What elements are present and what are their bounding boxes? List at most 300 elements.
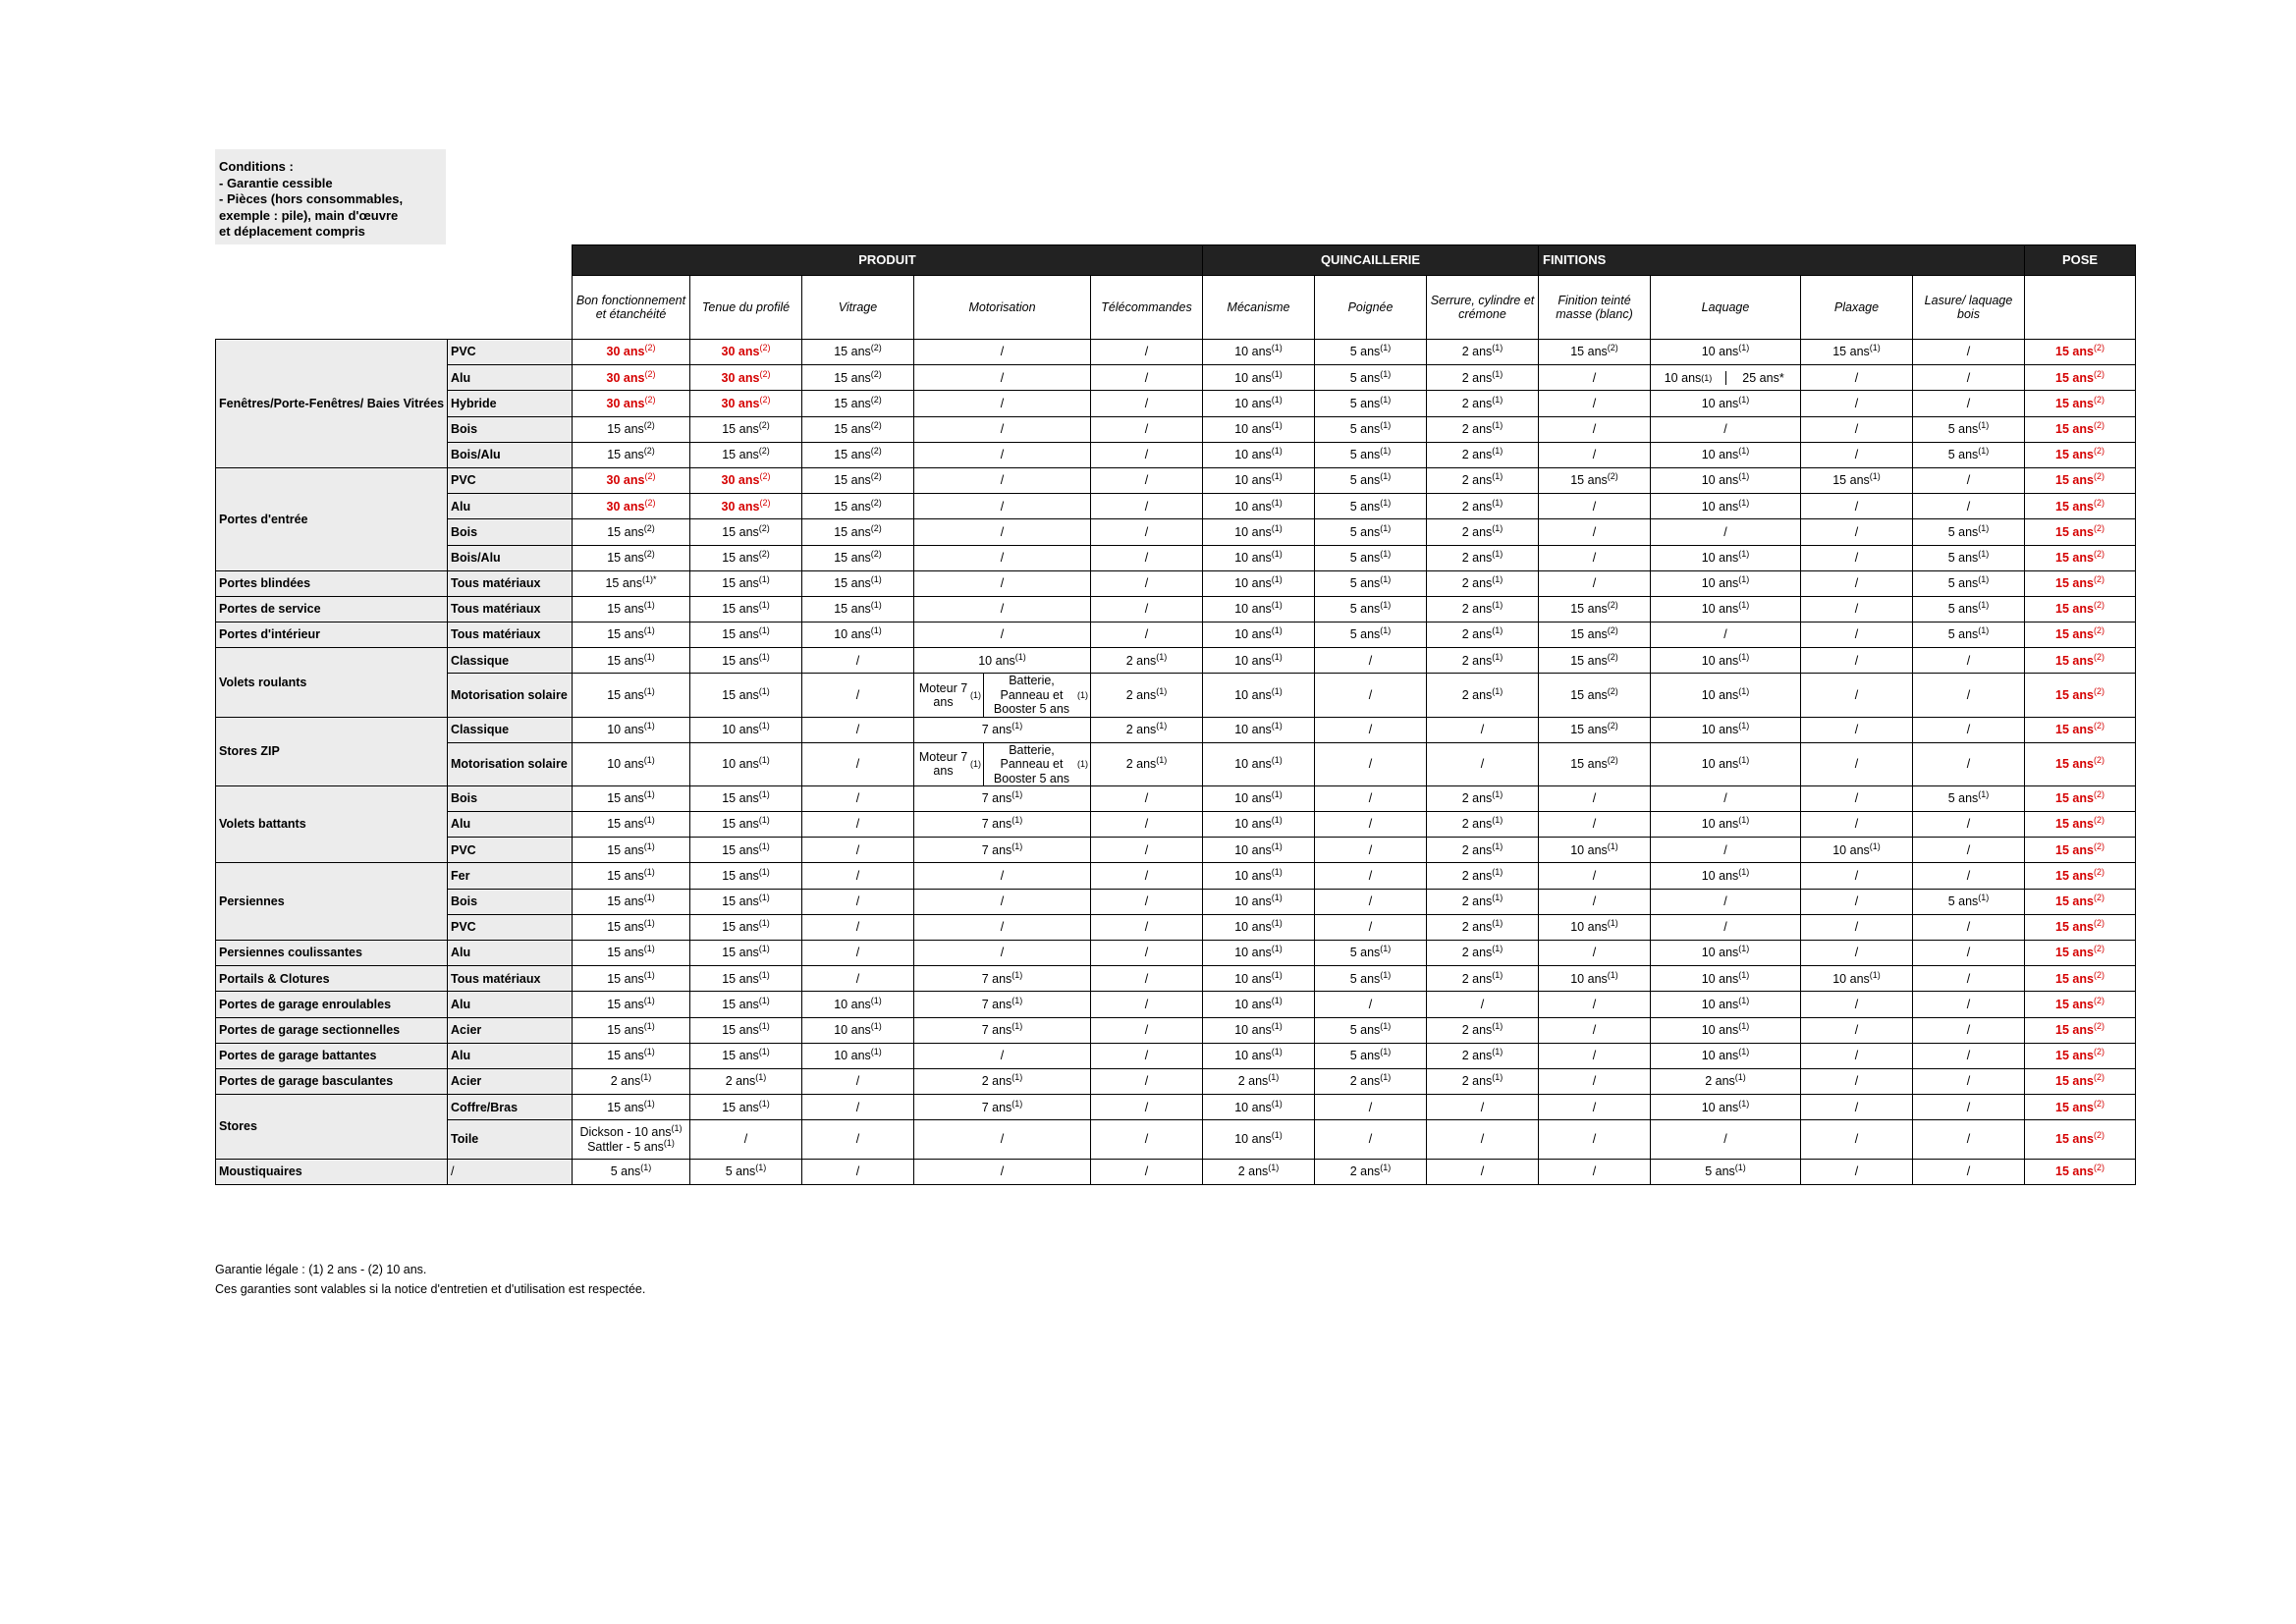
material-label: Alu [448, 992, 573, 1017]
value-superscript: (2) [2093, 755, 2105, 766]
table-row [216, 941, 2136, 966]
warranty-cell [1539, 596, 1651, 622]
warranty-cell [1427, 966, 1539, 992]
value-text: 15 ans [1570, 722, 1608, 736]
value-text: 10 ans [1701, 1022, 1739, 1037]
value-superscript: (1) [1738, 995, 1750, 1005]
value-text: 15 ans [2055, 920, 2094, 935]
value-superscript: (1) [1738, 720, 1750, 731]
value-superscript: (1) [1380, 969, 1392, 980]
warranty-cell: / [1801, 494, 1913, 519]
warranty-cell: / [1913, 1043, 2025, 1068]
value-superscript: (2) [1607, 651, 1618, 662]
value-text: 15 ans [722, 997, 759, 1011]
value-text: 10 ans [1234, 842, 1272, 857]
value-text: 10 ans [834, 627, 871, 642]
warranty-cell [1801, 966, 1913, 992]
value-text: 15 ans [834, 550, 871, 565]
warranty-cell [573, 889, 690, 914]
value-superscript: (1) [1978, 625, 1990, 636]
value-superscript: (1) [1492, 574, 1503, 585]
material-label: Alu [448, 494, 573, 519]
warranty-cell [1427, 941, 1539, 966]
value-superscript: (1) [1734, 1163, 1746, 1173]
value-text: 15 ans [722, 421, 759, 436]
warranty-cell [1203, 545, 1315, 570]
value-superscript: (2) [1607, 625, 1618, 636]
value-superscript: (1) [758, 1098, 770, 1109]
warranty-cell [802, 442, 914, 467]
value-superscript: (2) [758, 548, 770, 559]
warranty-cell [1427, 863, 1539, 889]
value-text: 10 ans [1234, 345, 1272, 359]
value-text: 15 ans [607, 1049, 644, 1063]
value-superscript: (1) [1156, 651, 1168, 662]
value-superscript: (1) [663, 1137, 675, 1148]
value-text: 15 ans [834, 370, 871, 385]
value-text: 15 ans [2055, 1022, 2094, 1037]
warranty-cell: / [1539, 785, 1651, 811]
material-label: Acier [448, 1068, 573, 1094]
warranty-cell [573, 545, 690, 570]
warranty-cell [1427, 914, 1539, 940]
warranty-cell: / [914, 914, 1091, 940]
warranty-cell [1539, 623, 1651, 648]
material-label: Bois [448, 785, 573, 811]
warranty-cell [1315, 467, 1427, 493]
pose-cell [2025, 914, 2136, 940]
value-text: 10 ans [1234, 920, 1272, 935]
warranty-cell: / [914, 1120, 1091, 1160]
warranty-cell: / [1651, 914, 1801, 940]
warranty-cell [914, 717, 1091, 742]
value-superscript: (2) [758, 419, 770, 430]
conditions-line: - Garantie cessible [219, 175, 333, 190]
value-superscript: (1) [1271, 969, 1283, 980]
value-text: 2 ans [1461, 1074, 1493, 1089]
value-text: 15 ans [2055, 791, 2094, 806]
value-superscript: (1) [1271, 789, 1283, 800]
value-text: Dickson - 10 ans [579, 1125, 672, 1140]
value-superscript: (2) [644, 343, 656, 353]
value-superscript: (1) [643, 789, 655, 800]
value-text: 15 ans [722, 687, 759, 702]
warranty-cell: / [1091, 365, 1203, 391]
value-text: 2 ans [1461, 894, 1493, 909]
value-text: 2 ans [1461, 627, 1493, 642]
value-superscript: (1) [1011, 1072, 1023, 1083]
warranty-cell [573, 416, 690, 442]
warranty-cell [1315, 1068, 1427, 1094]
warranty-cell [914, 674, 1091, 717]
value-superscript: (1) [1738, 944, 1750, 954]
group-header-quincaillerie: QUINCAILLERIE [1203, 245, 1539, 276]
value-text: 10 ans [1701, 499, 1739, 514]
warranty-cell: / [914, 545, 1091, 570]
warranty-cell [1913, 416, 2025, 442]
warranty-cell: / [802, 717, 914, 742]
warranty-cell: / [1315, 889, 1427, 914]
value-text: 2 ans [1461, 868, 1493, 883]
warranty-cell: / [1091, 914, 1203, 940]
footnote-validity: Ces garanties sont valables si la notice d'entretien et d'utilisation est respectée. [215, 1282, 646, 1296]
warranty-cell [802, 1043, 914, 1068]
warranty-cell [1913, 570, 2025, 596]
warranty-cell: / [802, 1120, 914, 1160]
warranty-cell [1651, 717, 1801, 742]
warranty-cell [802, 1017, 914, 1043]
warranty-cell: / [1913, 494, 2025, 519]
warranty-cell [573, 648, 690, 674]
value-superscript: (2) [1607, 471, 1618, 482]
value-text: 10 ans [1234, 894, 1272, 909]
stacked-line [573, 1137, 689, 1154]
warranty-cell: / [1913, 467, 2025, 493]
column-header: Lasure/ laquage bois [1913, 276, 2025, 340]
warranty-cell [1315, 596, 1427, 622]
split-part: Moteur 7 ans (1) [914, 743, 983, 785]
value-text: 15 ans [607, 1022, 644, 1037]
value-text: 10 ans [1234, 499, 1272, 514]
warranty-cell: / [1315, 838, 1427, 863]
value-superscript: (1) [1492, 918, 1503, 929]
warranty-cell [1203, 340, 1315, 365]
warranty-cell: / [1539, 889, 1651, 914]
column-header: Télécommandes [1091, 276, 1203, 340]
warranty-cell: / [1913, 941, 2025, 966]
value-text: 7 ans [981, 842, 1012, 857]
pose-cell [2025, 596, 2136, 622]
warranty-cell [573, 1159, 690, 1184]
value-text: 10 ans [1701, 868, 1739, 883]
warranty-cell: / [1801, 570, 1913, 596]
warranty-cell: / [1091, 1095, 1203, 1120]
table-row [216, 717, 2136, 742]
category-label: Portes de garage battantes [216, 1043, 448, 1068]
table-row [216, 1095, 2136, 1120]
value-superscript: (2) [2093, 1072, 2105, 1083]
warranty-cell: / [1539, 992, 1651, 1017]
warranty-cell: / [1913, 1095, 2025, 1120]
value-text: 15 ans [722, 868, 759, 883]
value-superscript: (1) [1271, 1098, 1283, 1109]
value-text: 7 ans [981, 791, 1012, 806]
column-header: Finition teinté masse (blanc) [1539, 276, 1651, 340]
value-superscript: (1) [1271, 574, 1283, 585]
warranty-cell [1315, 442, 1427, 467]
value-superscript: (2) [2093, 625, 2105, 636]
warranty-cell [1427, 812, 1539, 838]
warranty-cell [1315, 1043, 1427, 1068]
value-superscript: (1) [758, 866, 770, 877]
value-text: 2 ans [1461, 791, 1493, 806]
warranty-cell [690, 863, 802, 889]
value-superscript: (2) [1607, 343, 1618, 353]
material-label: Tous matériaux [448, 596, 573, 622]
warranty-cell [914, 648, 1091, 674]
material-label: Bois/Alu [448, 545, 573, 570]
warranty-cell: / [1651, 785, 1801, 811]
material-label: Alu [448, 365, 573, 391]
warranty-cell [690, 596, 802, 622]
warranty-cell: / [1801, 519, 1913, 545]
warranty-cell [1203, 785, 1315, 811]
warranty-cell: / [1801, 889, 1913, 914]
value-text: 10 ans [1701, 1100, 1739, 1114]
warranty-cell: / [1315, 863, 1427, 889]
value-text: 15 ans [1570, 687, 1608, 702]
value-superscript: (1) [1271, 1020, 1283, 1031]
warranty-cell: / [1091, 1043, 1203, 1068]
value-superscript: (1) [1271, 651, 1283, 662]
value-superscript: (1) [1492, 1047, 1503, 1057]
category-label: Fenêtres/Porte-Fenêtres/ Baies Vitrées [216, 340, 448, 468]
warranty-cell [690, 442, 802, 467]
value-text: 5 ans [725, 1164, 756, 1179]
value-text: 15 ans [2055, 997, 2094, 1011]
warranty-cell [914, 992, 1091, 1017]
value-text: 2 ans [1461, 842, 1493, 857]
warranty-cell: / [914, 365, 1091, 391]
value-text: 15 ans [722, 524, 759, 539]
value-text: 15 ans [1832, 345, 1870, 359]
value-text: 10 ans [1701, 997, 1739, 1011]
table-row [216, 1159, 2136, 1184]
value-superscript: (1) [758, 893, 770, 903]
split-part: 10 ans (1) [1664, 370, 1713, 385]
column-header: Tenue du profilé [690, 276, 802, 340]
value-superscript: (2) [1607, 720, 1618, 731]
table-row [216, 391, 2136, 416]
table-row [216, 545, 2136, 570]
value-text: 10 ans [1701, 757, 1739, 772]
value-text: 10 ans [1701, 946, 1739, 960]
warranty-cell: / [1913, 914, 2025, 940]
table-row [216, 570, 2136, 596]
pose-cell [2025, 889, 2136, 914]
category-label: Portes de garage basculantes [216, 1068, 448, 1094]
warranty-cell [1091, 674, 1203, 717]
warranty-cell [1913, 545, 2025, 570]
material-label: Acier [448, 1017, 573, 1043]
value-superscript: (1) [1011, 789, 1023, 800]
pose-cell [2025, 992, 2136, 1017]
category-label: Portails & Clotures [216, 966, 448, 992]
value-superscript: (1) [1738, 394, 1750, 405]
pose-cell [2025, 1068, 2136, 1094]
value-superscript: (2) [2093, 789, 2105, 800]
value-superscript: (2) [870, 548, 882, 559]
value-text: 10 ans [1832, 842, 1870, 857]
material-label: Bois [448, 889, 573, 914]
value-text: 2 ans [1461, 653, 1493, 668]
warranty-cell [1427, 467, 1539, 493]
value-superscript: (2) [2093, 1020, 2105, 1031]
warranty-cell [1203, 570, 1315, 596]
value-text: 5 ans [1349, 1049, 1381, 1063]
value-text: 30 ans [606, 499, 645, 514]
warranty-cell [802, 467, 914, 493]
value-text: 10 ans [607, 722, 644, 736]
warranty-cell [1315, 623, 1427, 648]
warranty-cell [1203, 742, 1315, 785]
value-superscript: (1) [758, 600, 770, 611]
value-superscript: (1) [1978, 789, 1990, 800]
warranty-cell [1427, 838, 1539, 863]
material-label: PVC [448, 340, 573, 365]
warranty-cell [690, 742, 802, 785]
table-row [216, 623, 2136, 648]
warranty-cell [1651, 941, 1801, 966]
warranty-cell: / [1091, 570, 1203, 596]
value-superscript: (1) [671, 1123, 683, 1134]
value-superscript: (2) [759, 394, 771, 405]
value-superscript: (2) [2093, 944, 2105, 954]
value-superscript: (2) [2093, 1130, 2105, 1141]
value-text: 2 ans [1461, 473, 1493, 488]
warranty-cell [690, 812, 802, 838]
value-superscript: (1) [1268, 1163, 1280, 1173]
warranty-cell [1427, 519, 1539, 545]
warranty-cell: / [914, 391, 1091, 416]
value-superscript: (1) [1271, 685, 1283, 696]
value-text: 10 ans [1234, 791, 1272, 806]
value-text: 15 ans [2055, 687, 2094, 702]
category-label: Portes d'entrée [216, 467, 448, 570]
value-superscript: (1) [1271, 625, 1283, 636]
warranty-cell: / [1801, 1159, 1913, 1184]
value-text: 10 ans [1701, 345, 1739, 359]
pose-cell [2025, 742, 2136, 785]
warranty-cell: / [1913, 717, 2025, 742]
table-row [216, 742, 2136, 785]
warranty-cell [914, 1068, 1091, 1094]
warranty-cell [1913, 785, 2025, 811]
material-label: Bois [448, 519, 573, 545]
pose-cell [2025, 1120, 2136, 1160]
value-superscript: (1) [1156, 720, 1168, 731]
value-superscript: (1)* [642, 574, 657, 585]
value-text: 7 ans [981, 1100, 1012, 1114]
value-superscript: (2) [759, 343, 771, 353]
warranty-cell [690, 1043, 802, 1068]
value-superscript: (2) [644, 471, 656, 482]
value-text: 10 ans [1570, 971, 1608, 986]
value-text: 15 ans [2055, 817, 2094, 832]
value-text: 30 ans [606, 345, 645, 359]
value-text: 30 ans [721, 370, 760, 385]
warranty-cell: / [1801, 674, 1913, 717]
value-superscript: (2) [2093, 574, 2105, 585]
warranty-cell [690, 914, 802, 940]
value-text: 2 ans [1461, 550, 1493, 565]
value-superscript: (1) [1492, 866, 1503, 877]
group-header-produit: PRODUIT [573, 245, 1203, 276]
value-superscript: (1) [1492, 471, 1503, 482]
warranty-cell: / [1801, 914, 1913, 940]
warranty-cell: / [1539, 941, 1651, 966]
value-text: 15 ans [2055, 868, 2094, 883]
value-text: 7 ans [981, 722, 1012, 736]
value-text: 10 ans [978, 653, 1015, 668]
table-row [216, 1043, 2136, 1068]
warranty-cell [1203, 889, 1315, 914]
pose-cell [2025, 416, 2136, 442]
material-label: Tous matériaux [448, 623, 573, 648]
warranty-cell [1203, 416, 1315, 442]
value-superscript: (2) [759, 368, 771, 379]
pose-cell [2025, 1017, 2136, 1043]
value-superscript: (2) [870, 368, 882, 379]
warranty-cell: / [802, 966, 914, 992]
value-text: 30 ans [606, 396, 645, 410]
warranty-cell [1427, 596, 1539, 622]
value-text: 7 ans [981, 1022, 1012, 1037]
warranty-cell [573, 1043, 690, 1068]
warranty-cell [573, 467, 690, 493]
value-text: 2 ans [1461, 1049, 1493, 1063]
value-superscript: (1) [643, 720, 655, 731]
value-text: 15 ans [607, 627, 644, 642]
value-superscript: (1) [870, 1020, 882, 1031]
warranty-cell: / [1539, 812, 1651, 838]
table-row [216, 648, 2136, 674]
warranty-table [215, 244, 2136, 1185]
value-superscript: (1) [758, 969, 770, 980]
value-superscript: (1) [1607, 918, 1618, 929]
conditions-line: et déplacement compris [219, 224, 365, 239]
value-text: 15 ans [2055, 370, 2094, 385]
value-superscript: (1) [1014, 651, 1026, 662]
warranty-cell: / [914, 519, 1091, 545]
footnotes [215, 1260, 645, 1299]
value-superscript: (1) [643, 944, 655, 954]
pose-cell [2025, 1095, 2136, 1120]
warranty-cell [690, 391, 802, 416]
value-superscript: (1) [1380, 600, 1392, 611]
warranty-cell [1651, 1159, 1801, 1184]
category-label: Stores ZIP [216, 717, 448, 785]
value-superscript: (1) [1738, 969, 1750, 980]
warranty-cell [1651, 391, 1801, 416]
value-text: 15 ans [722, 971, 759, 986]
value-text: 15 ans [834, 576, 871, 591]
warranty-cell: / [1091, 442, 1203, 467]
value-superscript: (1) [1271, 497, 1283, 508]
warranty-cell [1651, 648, 1801, 674]
pose-cell [2025, 1043, 2136, 1068]
warranty-cell: / [1539, 365, 1651, 391]
warranty-cell [1203, 941, 1315, 966]
value-superscript: (2) [870, 471, 882, 482]
value-text: 2 ans [1349, 1164, 1381, 1179]
value-superscript: (1) [1978, 419, 1990, 430]
value-superscript: (2) [759, 471, 771, 482]
warranty-cell [1203, 1043, 1315, 1068]
warranty-cell: / [1427, 717, 1539, 742]
value-superscript: (1) [1380, 394, 1392, 405]
value-text: 2 ans [1461, 602, 1493, 617]
material-label: Alu [448, 812, 573, 838]
value-superscript: (1) [1738, 343, 1750, 353]
category-label: Portes de garage sectionnelles [216, 1017, 448, 1043]
category-label: Volets roulants [216, 648, 448, 717]
warranty-cell: / [1091, 467, 1203, 493]
warranty-cell: / [1315, 1095, 1427, 1120]
value-text: 2 ans [1461, 345, 1493, 359]
warranty-cell [1427, 1017, 1539, 1043]
pose-cell [2025, 648, 2136, 674]
